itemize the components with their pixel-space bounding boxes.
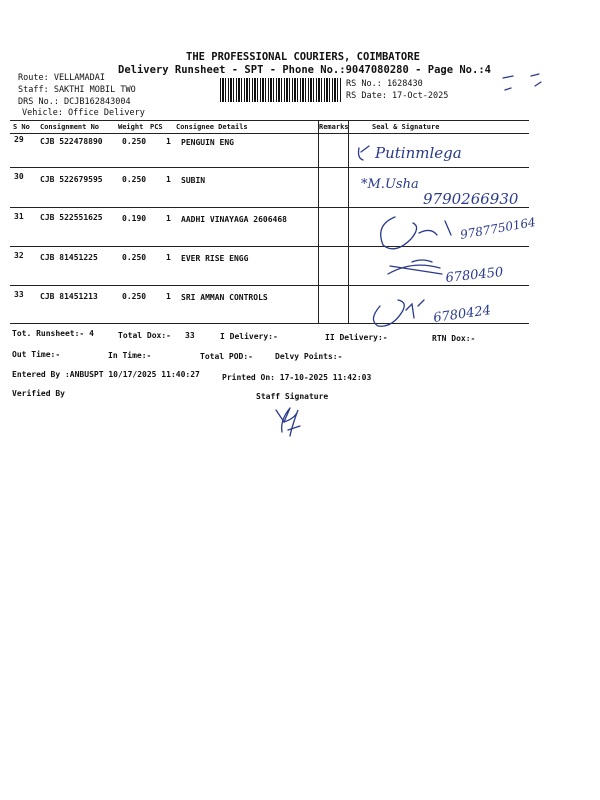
seal-divider bbox=[348, 120, 349, 324]
staff: Staff: SAKTHI MOBIL TWO bbox=[18, 85, 136, 95]
signature-row-32 bbox=[382, 252, 542, 288]
row-consignment: CJB 522551625 bbox=[40, 213, 103, 222]
row-consignee: EVER RISE ENGG bbox=[181, 254, 249, 263]
row-weight: 0.250 bbox=[122, 175, 147, 184]
route: Route: VELLAMADAI bbox=[18, 73, 105, 83]
entered-by: Entered By :ANBUSPT 10/17/2025 11:40:27 bbox=[12, 370, 200, 379]
svg-text:9787750164: 9787750164 bbox=[459, 214, 537, 242]
row-consignment: CJB 81451225 bbox=[40, 253, 98, 262]
row-consignee: SRI AMMAN CONTROLS bbox=[181, 293, 268, 302]
vehicle: Vehicle: Office Delivery bbox=[22, 108, 145, 118]
rs-date: RS Date: 17-Oct-2025 bbox=[346, 91, 449, 101]
runsheet-subtitle: Delivery Runsheet - SPT - Phone No.:9047080280 - Page No.:4 bbox=[118, 64, 491, 76]
svg-text:Putinmlega: Putinmlega bbox=[375, 144, 462, 162]
row-weight: 0.250 bbox=[122, 253, 147, 262]
drs-number: DRS No.: DCJB162843004 bbox=[18, 97, 131, 107]
signature-row-33 bbox=[368, 290, 538, 330]
out-time: Out Time:- bbox=[12, 350, 61, 359]
row-sno: 30 bbox=[14, 172, 24, 181]
delivery-points: Delvy Points:- bbox=[275, 352, 343, 361]
row-pcs: 1 bbox=[166, 253, 171, 262]
col-weight: Weight bbox=[118, 123, 144, 131]
col-seal: Seal & Signature bbox=[372, 123, 440, 131]
row-consignee: SUBIN bbox=[181, 176, 206, 185]
row-sno: 29 bbox=[14, 135, 24, 144]
row-weight: 0.250 bbox=[122, 292, 147, 301]
col-consignee: Consignee Details bbox=[176, 123, 248, 131]
signature-row-29 bbox=[355, 138, 525, 168]
row-consignment: CJB 81451213 bbox=[40, 292, 98, 301]
row-sno: 32 bbox=[14, 251, 24, 260]
total-dox-label: Total Dox:- bbox=[118, 331, 171, 340]
total-runsheet: Tot. Runsheet:- 4 bbox=[12, 329, 94, 338]
staff-signature bbox=[270, 400, 310, 440]
printed-on: Printed On: 17-10-2025 11:42:03 bbox=[222, 373, 372, 382]
table-header-rule bbox=[10, 133, 529, 134]
rtn-dox: RTN Dox:- bbox=[432, 334, 476, 343]
svg-text:9790266930: 9790266930 bbox=[423, 190, 519, 208]
verified-by: Verified By bbox=[12, 389, 65, 398]
stray-marks bbox=[495, 70, 555, 100]
svg-text:6780424: 6780424 bbox=[432, 303, 492, 326]
total-dox-value: 33 bbox=[185, 331, 195, 340]
barcode bbox=[220, 78, 342, 102]
row-pcs: 1 bbox=[166, 137, 171, 146]
col-sno: S No bbox=[13, 123, 30, 131]
i-delivery: I Delivery:- bbox=[220, 332, 278, 341]
row-weight: 0.250 bbox=[122, 137, 147, 146]
signature-row-31 bbox=[375, 205, 555, 255]
in-time: In Time:- bbox=[108, 351, 152, 360]
row-pcs: 1 bbox=[166, 214, 171, 223]
svg-text:6780450: 6780450 bbox=[444, 265, 505, 286]
remarks-divider bbox=[318, 120, 319, 324]
row-pcs: 1 bbox=[166, 292, 171, 301]
staff-signature-label: Staff Signature bbox=[256, 392, 329, 401]
ii-delivery: II Delivery:- bbox=[325, 333, 388, 342]
row-pcs: 1 bbox=[166, 175, 171, 184]
total-pod: Total POD:- bbox=[200, 352, 253, 361]
table-top-rule bbox=[10, 120, 529, 121]
col-remarks: Remarks bbox=[319, 123, 349, 131]
col-consignment: Consignment No bbox=[40, 123, 100, 131]
row-sno: 31 bbox=[14, 212, 24, 221]
col-pcs: PCS bbox=[150, 123, 163, 131]
row-consignment: CJB 522679595 bbox=[40, 175, 103, 184]
row-weight: 0.190 bbox=[122, 214, 147, 223]
row-consignee: AADHI VINAYAGA 2606468 bbox=[181, 215, 287, 224]
row-sno: 33 bbox=[14, 290, 24, 299]
row-consignee: PENGUIN ENG bbox=[181, 138, 234, 147]
svg-text:*M.Usha: *M.Usha bbox=[361, 177, 419, 192]
company-title: THE PROFESSIONAL COURIERS, COIMBATORE bbox=[186, 51, 420, 63]
rs-number: RS No.: 1628430 bbox=[346, 79, 423, 89]
row-consignment: CJB 522478890 bbox=[40, 137, 103, 146]
